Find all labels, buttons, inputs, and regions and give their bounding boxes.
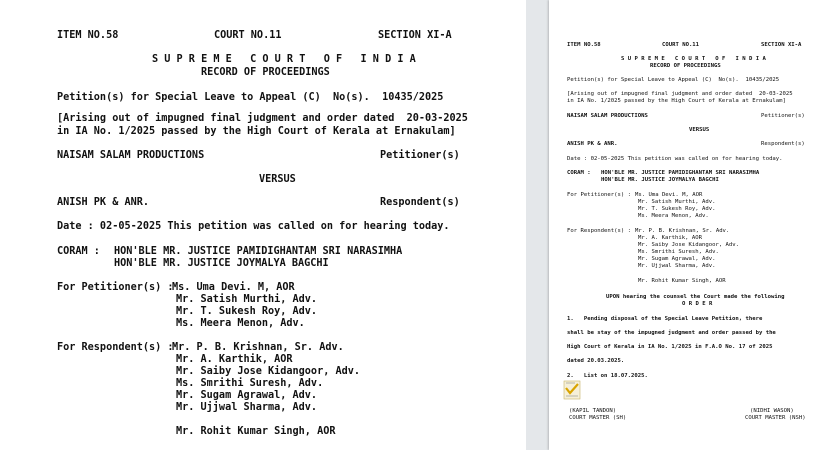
respondent-role: Respondent(s) [380,197,460,208]
petitioner-counsel-3: Mr. T. Sukesh Roy, Adv. [176,306,318,317]
versus-label: VERSUS [259,174,296,185]
arising-line-2: in IA No. 1/2025 passed by the High Court of Kerala at Ernakulam] [57,126,456,137]
coram-label: CORAM : [57,246,100,257]
respondent-counsel-5: Mr. Sugam Agrawal, Adv. [638,256,716,262]
court-number: COURT NO.11 [214,30,282,41]
item-number: ITEM NO.58 [57,30,119,41]
arising-line-2: in IA No. 1/2025 passed by the High Court of Kerala at Ernakulam] [567,98,786,104]
respondent-role: Respondent(s) [761,141,805,147]
for-petitioners-label: For Petitioner(s) : [57,282,174,293]
for-respondents-label: For Respondent(s) : [57,342,174,353]
order-para-1-line-2: shall be stay of the impugned judgment and order passed by the [567,330,776,336]
respondent-name: ANISH PK & ANR. [57,197,150,208]
petitioner-counsel-1: Ms. Uma Devi. M, AOR [172,282,295,293]
petitioner-counsel-2: Mr. Satish Murthi, Adv. [176,294,318,305]
respondent-name: ANISH PK & ANR. [567,141,618,147]
judge-2: HON'BLE MR. JUSTICE JOYMALYA BAGCHI [114,258,329,269]
order-para-2: 2. List on 18.07.2025. [567,373,648,379]
petitioner-counsel-3: Mr. T. Sukesh Roy, Adv. [638,206,716,212]
petitioner-name: NAISAM SALAM PRODUCTIONS [567,113,648,119]
petitioner-counsel-2: Mr. Satish Murthi, Adv. [638,199,716,205]
petitioner-counsel-4: Ms. Meera Menon, Adv. [176,318,305,329]
respondent-counsel-3: Mr. Saiby Jose Kidangoor, Adv. [638,242,740,248]
page-gap [526,0,549,450]
record-title: RECORD OF PROCEEDINGS [650,63,721,69]
respondent-counsel-2: Mr. A. Karthik, AOR [638,235,702,241]
petitioner-role: Petitioner(s) [761,113,805,119]
court-name: S U P R E M E C O U R T O F I N D I A [621,56,766,62]
versus-label: VERSUS [689,127,710,133]
petitioner-role: Petitioner(s) [380,150,460,161]
order-para-1-line-4: dated 20.03.2025. [567,358,625,364]
petition-line: Petition(s) for Special Leave to Appeal (C) No(s). 10435/2025 [57,92,444,103]
signatory-right-name: (NIDHI WASON) [750,408,794,414]
respondent-counsel-1: Mr. P. B. Krishnan, Sr. Adv. [172,342,344,353]
respondent-counsel-extra: Mr. Rohit Kumar Singh, AOR [638,278,726,284]
signatory-right-title: COURT MASTER (NSH) [745,415,806,421]
judge-2: HON'BLE MR. JUSTICE JOYMALYA BAGCHI [601,177,719,183]
order-para-1-line-3: High Court of Kerala in IA No. 1/2025 in F.A.O No. 17 of 2025 [567,344,773,350]
section-label: SECTION XI-A [378,30,452,41]
judge-1: HON'BLE MR. JUSTICE PAMIDIGHANTAM SRI NARASIMHA [601,170,760,176]
petitioner-name: NAISAM SALAM PRODUCTIONS [57,150,205,161]
coram-label: CORAM : [567,170,591,176]
respondent-counsel-6: Mr. Ujjwal Sharma, Adv. [176,402,318,413]
signatory-left-title: COURT MASTER (SH) [569,415,627,421]
item-number: ITEM NO.58 [567,42,601,48]
for-respondents-label: For Respondent(s) : [567,228,631,234]
upon-hearing-line: UPON hearing the counsel the Court made the following [606,294,785,300]
respondent-counsel-4: Ms. Smrithi Suresh, Adv. [176,378,324,389]
respondent-counsel-5: Mr. Sugam Agrawal, Adv. [176,390,318,401]
judge-1: HON'BLE MR. JUSTICE PAMIDIGHANTAM SRI NARASIMHA [114,246,403,257]
respondent-counsel-2: Mr. A. Karthik, AOR [176,354,293,365]
respondent-counsel-4: Ms. Smrithi Suresh, Adv. [638,249,719,255]
signatory-left-name: (KAPIL TANDON) [569,408,617,414]
respondent-counsel-6: Mr. Ujjwal Sharma, Adv. [638,263,716,269]
petitioner-counsel-4: Ms. Meera Menon, Adv. [638,213,709,219]
order-para-1-line-1: 1. Pending disposal of the Special Leave Petition, there [567,316,763,322]
court-number: COURT NO.11 [662,42,700,48]
for-petitioners-label: For Petitioner(s) : [567,192,631,198]
order-heading: O R D E R [682,301,713,307]
record-title: RECORD OF PROCEEDINGS [201,67,330,78]
arising-line-1: [Arising out of impugned final judgment and order dated 20-03-2025 [567,91,793,97]
petitioner-counsel-1: Ms. Uma Devi. M, AOR [635,192,703,198]
respondent-counsel-1: Mr. P. B. Krishnan, Sr. Adv. [635,228,730,234]
hearing-date-line: Date : 02-05-2025 This petition was called on for hearing today. [57,221,450,232]
court-name: S U P R E M E C O U R T O F I N D I A [152,54,416,65]
signature-verified-stamp-icon[interactable] [563,380,581,400]
full-page-thumbnail[interactable] [549,0,820,450]
hearing-date-line: Date : 02-05-2025 This petition was called on for hearing today. [567,156,783,162]
arising-line-1: [Arising out of impugned final judgment and order dated 20-03-2025 [57,113,468,124]
section-label: SECTION XI-A [761,42,802,48]
respondent-counsel-extra: Mr. Rohit Kumar Singh, AOR [176,426,336,437]
respondent-counsel-3: Mr. Saiby Jose Kidangoor, Adv. [176,366,361,377]
petition-line: Petition(s) for Special Leave to Appeal (C) No(s). 10435/2025 [567,77,780,83]
